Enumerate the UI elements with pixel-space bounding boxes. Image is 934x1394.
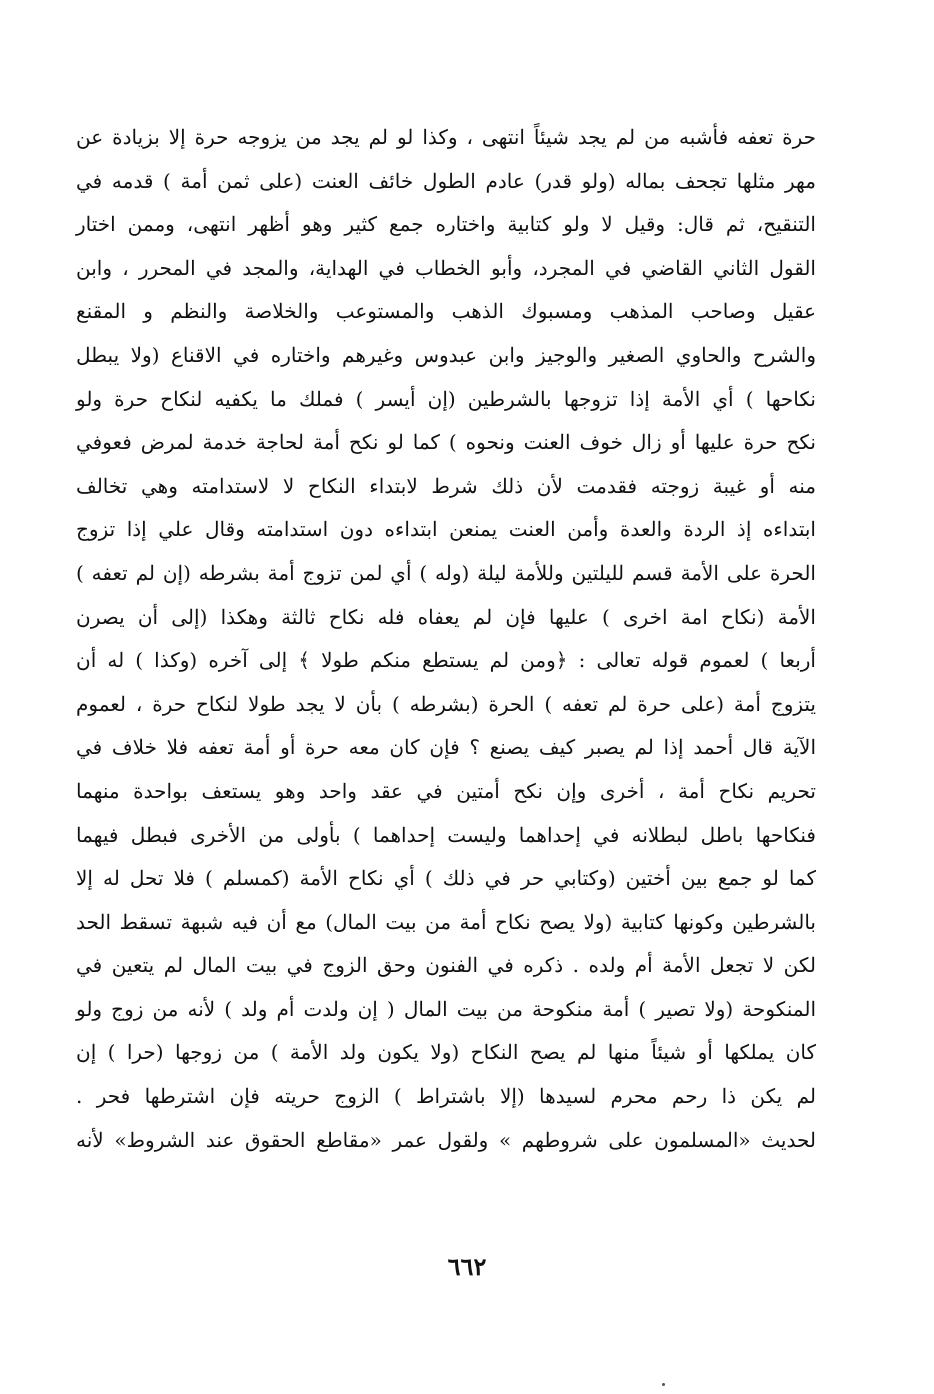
- text-line: مهر مثلها تجحف بماله (ولو قدر) عادم الطول خائف العنت (على ثمن أمة ) قدمه في: [76, 168, 816, 193]
- text-line: القول الثاني القاضي في المجرد، وأبو الخطاب في الهداية، والمجد في المحرر ، وابن: [76, 255, 816, 280]
- text-line: التنقيح، ثم قال: وقيل لا ولو كتابية واختاره جمع كثير وهو أظهر انتهى، وممن اختار: [76, 212, 816, 237]
- text-line: حرة تعفه فأشبه من لم يجد شيئاً انتهى ، وكذا لو لم يجد من يزوجه حرة إلا بزيادة عن: [76, 125, 816, 149]
- text-line: يتزوج أمة (على حرة لم تعفه ) الحرة (بشرطه ) بأن لا يجد طولا لنكاح حرة ، لعموم: [76, 691, 816, 716]
- text-line: لم يكن ذا رحم محرم لسيدها (إلا باشتراط ) الزوج حريته فإن اشترطها فحر .: [76, 1084, 816, 1109]
- text-line: الحرة على الأمة قسم لليلتين وللأمة ليلة (وله ) أي لمن تزوج أمة بشرطه (إن لم تعفه ): [76, 560, 816, 585]
- text-line: نكاحها ) أي الأمة إذا تزوجها بالشرطين (إن أيسر ) فملك ما يكفيه لنكاح حرة ولو: [76, 386, 816, 411]
- text-line: لكن لا تجعل الأمة أم ولده . ذكره في الفنون وحق الزوج في بيت المال لم يتعين في: [76, 953, 816, 978]
- text-line: الأمة (نكاح امة اخرى ) عليها فإن لم يعفاه فله نكاح ثالثة وهكذا (إلى أن يصرن: [76, 604, 816, 629]
- text-line: عقيل وصاحب المذهب ومسبوك الذهب والمستوعب والخلاصة والنظم و المقنع: [76, 299, 816, 324]
- text-line: أربعا ) لعموم قوله تعالى : ﴿ومن لم يستطع منكم طولا ﴾ إلى آخره (وكذا ) له أن: [76, 648, 816, 673]
- text-line: كما لو جمع بين أختين (وكتابي حر في ذلك ) أي نكاح الأمة (كمسلم ) فلا تحل له إلا: [76, 866, 816, 891]
- text-line: تحريم نكاح أمة ، أخرى وإن نكح أمتين في عقد واحد وهو يستعف بواحدة منهما: [76, 778, 816, 803]
- scan-speck: [662, 1383, 665, 1386]
- text-line: المنكوحة (ولا تصير ) أمة منكوحة من بيت المال ( إن ولدت أم ولد ) لأنه من زوج ولو: [76, 996, 816, 1021]
- page-number: ٦٦٢: [447, 1252, 487, 1281]
- text-line: نكح حرة عليها أو زال خوف العنت ونحوه ) كما لو نكح أمة لحاجة خدمة لمرض فعوفي: [76, 430, 816, 455]
- text-line: والشرح والحاوي الصغير والوجيز وابن عبدوس وغيرهم واختاره في الاقناع (ولا يبطل: [76, 342, 816, 367]
- body-text: [76, 116, 816, 1162]
- text-line: لحديث «المسلمون على شروطهم » ولقول عمر «مقاطع الحقوق عند الشروط» لأنه: [76, 1127, 816, 1152]
- text-line: بالشرطين وكونها كتابية (ولا يصح نكاح أمة من بيت المال) مع أن فيه شبهة تسقط الحد: [76, 909, 816, 934]
- text-line: فنكاحها باطل لبطلانه في إحداهما وليست إحداهما ) بأولى من الأخرى فبطل فيهما: [76, 822, 816, 847]
- text-line: كان يملكها أو شيئاً منها لم يصح النكاح (ولا يكون ولد الأمة ) من زوجها (حرا ) إن: [76, 1040, 816, 1065]
- text-line: ابتداءه إذ الردة والعدة وأمن العنت يمنعن ابتداءه دون استدامته وقال علي إذا تزوج: [76, 517, 816, 542]
- text-line: منه أو غيبة زوجته فقدمت لأن ذلك شرط لابتداء النكاح لا لاستدامته وهي تخالف: [76, 473, 816, 498]
- text-line: الآية قال أحمد إذا لم يصبر كيف يصنع ؟ فإن كان معه حرة أو أمة تعفه فلا خلاف في: [76, 735, 816, 760]
